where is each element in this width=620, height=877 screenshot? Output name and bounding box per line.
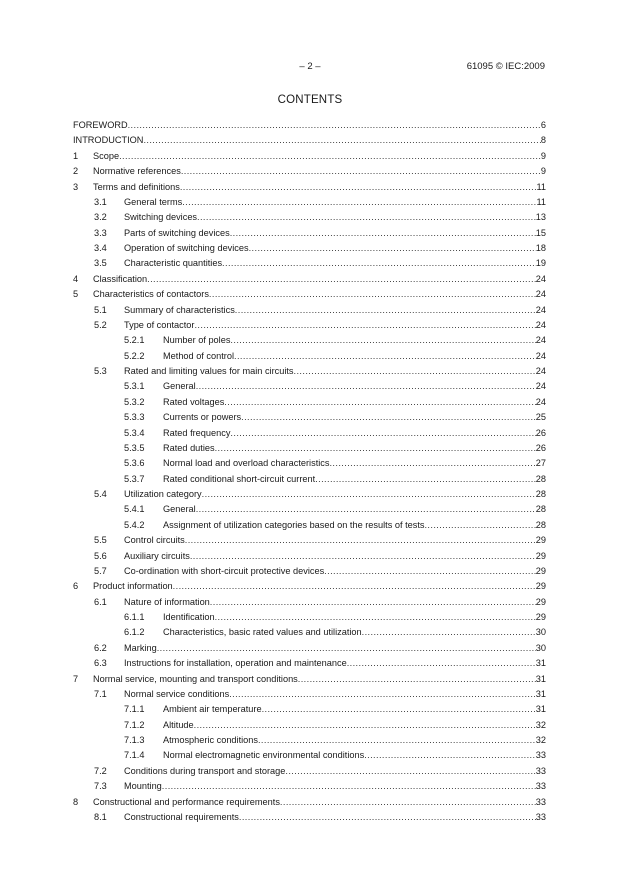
toc-entry-page: 11 xyxy=(536,196,546,207)
toc-dot-leader xyxy=(162,779,536,794)
toc-entry-number: 5.3.1 xyxy=(124,381,145,392)
toc-entry[interactable] xyxy=(73,795,546,810)
toc-entry-number: 3.4 xyxy=(94,243,107,253)
toc-entry-number: 3 xyxy=(73,181,79,192)
toc-entry-number: 5.3.6 xyxy=(124,458,145,469)
toc-entry-title: Summary of characteristics xyxy=(124,304,235,315)
toc-entry[interactable] xyxy=(73,133,546,148)
toc-entry-body xyxy=(124,226,546,241)
toc-entry-page: 15 xyxy=(535,227,546,238)
toc-entry[interactable] xyxy=(73,487,546,502)
toc-entry-body xyxy=(93,287,546,302)
toc-dot-leader xyxy=(209,287,536,302)
toc-entry-title: Identification xyxy=(163,612,215,622)
toc-entry[interactable] xyxy=(73,395,546,410)
toc-entry-body xyxy=(163,610,546,625)
toc-dot-leader xyxy=(128,118,541,133)
toc-entry-page: 11 xyxy=(536,181,546,192)
toc-entry-number: 5.3.7 xyxy=(124,473,145,484)
toc-entry-number: 3.3 xyxy=(94,227,107,238)
toc-entry-title: Utilization category xyxy=(124,489,202,499)
toc-entry-number: 8.1 xyxy=(94,811,107,822)
toc-entry-title: Control circuits xyxy=(124,535,185,546)
toc-entry-body xyxy=(124,364,546,379)
toc-entry-body xyxy=(93,672,546,687)
toc-entry-number: 6.1.1 xyxy=(124,612,145,622)
toc-entry[interactable] xyxy=(73,779,546,794)
toc-entry[interactable] xyxy=(73,195,546,210)
toc-entry-title: Rated frequency xyxy=(163,427,231,438)
toc-entry-body xyxy=(163,426,546,441)
toc-entry-title: Switching devices xyxy=(124,212,198,223)
toc-entry-page: 13 xyxy=(535,212,546,223)
toc-entry-page: 33 xyxy=(535,750,546,761)
toc-entry-page: 29 xyxy=(535,535,546,546)
toc-entry-body xyxy=(163,456,546,471)
toc-entry[interactable] xyxy=(73,272,546,287)
toc-entry-page: 28 xyxy=(535,504,546,515)
toc-entry-title: Normal service conditions xyxy=(124,688,230,699)
toc-entry-number: 5.3.5 xyxy=(124,442,145,453)
toc-entry-number: 5.3.2 xyxy=(124,396,145,407)
toc-entry[interactable] xyxy=(73,118,546,133)
toc-entry-number: 5.4.2 xyxy=(124,519,145,530)
toc-dot-leader xyxy=(347,656,536,671)
toc-entry-page: 33 xyxy=(535,765,546,776)
toc-entry-page: 19 xyxy=(535,258,546,269)
toc-entry-page: 24 xyxy=(535,319,546,330)
toc-entry-body xyxy=(124,195,546,210)
toc-entry-number: 7.1.2 xyxy=(124,719,145,730)
toc-entry-body xyxy=(124,564,546,579)
toc-entry-number: 5 xyxy=(73,289,79,300)
toc-entry-page: 18 xyxy=(535,243,546,253)
toc-dot-leader xyxy=(230,426,535,441)
toc-entry-title: Currents or powers xyxy=(163,412,242,423)
toc-entry-page: 29 xyxy=(535,565,546,576)
toc-entry-page: 31 xyxy=(535,673,546,684)
toc-entry-title: Number of poles xyxy=(163,335,231,346)
toc-entry-title: Method of control xyxy=(163,350,234,361)
toc-entry-page: 24 xyxy=(535,335,546,346)
toc-entry-page: 24 xyxy=(535,396,546,407)
toc-dot-leader xyxy=(180,180,537,195)
toc-entry-page: 24 xyxy=(535,366,546,376)
toc-entry-title: Normal load and overload characteristics xyxy=(163,458,330,469)
toc-dot-leader xyxy=(185,533,536,548)
toc-entry-body xyxy=(73,118,546,133)
toc-entry-body xyxy=(163,441,546,456)
toc-entry[interactable] xyxy=(73,164,546,179)
toc-entry-page: 6 xyxy=(540,120,546,130)
toc-entry-title: Ambient air temperature xyxy=(163,704,262,715)
page-number: – 2 – xyxy=(299,61,321,72)
toc-entry[interactable] xyxy=(73,472,546,487)
toc-dot-leader xyxy=(157,641,536,656)
toc-dot-leader xyxy=(262,702,536,717)
toc-entry-number: 3.5 xyxy=(94,258,107,269)
toc-dot-leader xyxy=(298,672,536,687)
toc-entry[interactable] xyxy=(73,226,546,241)
toc-entry[interactable] xyxy=(73,287,546,302)
toc-entry-title: Normative references xyxy=(93,166,181,177)
toc-entry-page: 25 xyxy=(535,412,546,423)
toc-dot-leader xyxy=(194,718,536,733)
toc-entry-number: 7.1 xyxy=(94,688,107,699)
toc-entry-page: 31 xyxy=(535,704,546,715)
toc-entry-body xyxy=(163,518,546,533)
toc-entry[interactable] xyxy=(73,149,546,164)
toc-entry-title: Rated duties xyxy=(163,442,215,453)
toc-entry-title: FOREWORD xyxy=(73,120,128,130)
toc-entry-number: 5.3.3 xyxy=(124,412,145,423)
toc-entry-body xyxy=(163,379,546,394)
toc-entry[interactable] xyxy=(73,379,546,394)
toc-entry-body xyxy=(124,318,546,333)
toc-entry[interactable] xyxy=(73,641,546,656)
toc-dot-leader xyxy=(173,579,536,594)
toc-entry-title: Characteristic quantities xyxy=(124,258,223,269)
toc-dot-leader xyxy=(210,595,536,610)
toc-dot-leader xyxy=(229,687,536,702)
toc-entry-number: 4 xyxy=(73,273,79,284)
toc-entry[interactable] xyxy=(73,579,546,594)
toc-entry[interactable] xyxy=(73,733,546,748)
toc-entry-number: 7.1.1 xyxy=(124,704,145,715)
toc-entry-body xyxy=(124,687,546,702)
toc-dot-leader xyxy=(258,733,536,748)
toc-entry-title: Constructional and performance requirements xyxy=(93,796,280,807)
toc-entry-body xyxy=(124,210,546,225)
toc-entry-title: Parts of switching devices xyxy=(124,227,230,238)
toc-entry-title: Constructional requirements xyxy=(124,811,239,822)
toc-dot-leader xyxy=(215,610,536,625)
toc-entry[interactable] xyxy=(73,518,546,533)
toc-dot-leader xyxy=(202,487,536,502)
toc-entry-number: 5.2.1 xyxy=(124,335,145,346)
toc-entry-number: 6.2 xyxy=(94,642,107,653)
toc-entry-body xyxy=(163,349,546,364)
toc-entry-title: Assignment of utilization categories based on the results of tests xyxy=(163,519,425,530)
toc-entry-number: 5.2.2 xyxy=(124,350,145,361)
toc-entry-number: 7.3 xyxy=(94,781,107,792)
toc-entry[interactable] xyxy=(73,687,546,702)
toc-entry-title: Terms and definitions xyxy=(93,181,180,192)
toc-entry[interactable] xyxy=(73,210,546,225)
toc-entry-page: 9 xyxy=(540,150,546,161)
toc-entry[interactable] xyxy=(73,549,546,564)
toc-dot-leader xyxy=(230,226,536,241)
toc-dot-leader xyxy=(234,349,536,364)
toc-entry-page: 24 xyxy=(535,289,546,300)
toc-entry[interactable] xyxy=(73,764,546,779)
toc-entry-body xyxy=(124,779,546,794)
toc-entry[interactable] xyxy=(73,610,546,625)
toc-entry-page: 33 xyxy=(535,781,546,792)
toc-entry-number: 5.2 xyxy=(94,319,107,330)
toc-entry[interactable] xyxy=(73,241,546,256)
toc-entry[interactable] xyxy=(73,456,546,471)
toc-entry-body xyxy=(93,795,546,810)
toc-entry-page: 30 xyxy=(535,627,546,638)
toc-dot-leader xyxy=(222,256,536,271)
toc-entry-number: 5.7 xyxy=(94,565,107,576)
toc-entry-number: 6.1.2 xyxy=(124,627,145,638)
toc-dot-leader xyxy=(362,625,536,640)
toc-entry-page: 24 xyxy=(535,381,546,392)
table-of-contents xyxy=(73,118,546,825)
toc-entry-page: 33 xyxy=(535,796,546,807)
toc-entry-body xyxy=(93,164,546,179)
toc-entry[interactable] xyxy=(73,303,546,318)
toc-entry-title: Nature of information xyxy=(124,596,210,607)
toc-dot-leader xyxy=(196,502,536,517)
toc-entry-body xyxy=(163,625,546,640)
toc-entry-number: 8 xyxy=(73,796,79,807)
toc-dot-leader xyxy=(239,810,536,825)
toc-entry-body xyxy=(163,472,546,487)
toc-entry-number: 5.4 xyxy=(94,489,107,499)
toc-dot-leader xyxy=(224,395,535,410)
toc-entry-body xyxy=(163,333,546,348)
toc-entry[interactable] xyxy=(73,180,546,195)
toc-entry-body xyxy=(124,303,546,318)
toc-entry-number: 6 xyxy=(73,581,79,592)
toc-entry-body xyxy=(124,256,546,271)
toc-entry[interactable] xyxy=(73,410,546,425)
toc-entry-title: Rated voltages xyxy=(163,396,225,407)
toc-entry-page: 29 xyxy=(535,596,546,607)
toc-entry-body xyxy=(124,487,546,502)
toc-entry-body xyxy=(163,702,546,717)
toc-entry-title: General xyxy=(163,504,196,515)
toc-entry-page: 32 xyxy=(535,735,546,745)
toc-entry-number: 1 xyxy=(73,150,79,161)
toc-entry-body xyxy=(124,549,546,564)
toc-entry-title: Marking xyxy=(124,642,157,653)
toc-entry-body xyxy=(93,272,546,287)
toc-entry-number: 6.1 xyxy=(94,596,107,607)
toc-entry-title: Auxiliary circuits xyxy=(124,550,190,561)
toc-entry-page: 28 xyxy=(535,489,546,499)
toc-entry-title: Altitude xyxy=(163,719,194,730)
toc-entry-number: 5.6 xyxy=(94,550,107,561)
toc-dot-leader xyxy=(230,333,535,348)
toc-dot-leader xyxy=(249,241,536,256)
toc-entry-body xyxy=(124,641,546,656)
toc-entry[interactable] xyxy=(73,318,546,333)
toc-entry-title: Classification xyxy=(93,273,148,284)
toc-entry[interactable] xyxy=(73,656,546,671)
toc-entry[interactable] xyxy=(73,702,546,717)
toc-entry[interactable] xyxy=(73,364,546,379)
toc-entry-title: Normal electromagnetic environmental conditions xyxy=(163,750,365,761)
toc-entry-title: Mounting xyxy=(124,781,162,792)
toc-dot-leader xyxy=(147,272,536,287)
toc-entry-title: Scope xyxy=(93,150,120,161)
toc-entry-page: 32 xyxy=(535,719,546,730)
toc-entry-body xyxy=(93,579,546,594)
toc-entry-page: 27 xyxy=(535,458,546,469)
toc-entry-page: 29 xyxy=(535,550,546,561)
toc-entry-body xyxy=(124,810,546,825)
toc-dot-leader xyxy=(329,456,535,471)
page-header xyxy=(0,61,620,75)
toc-dot-leader xyxy=(280,795,536,810)
toc-entry-number: 5.4.1 xyxy=(124,504,145,515)
toc-entry-number: 5.3 xyxy=(94,366,107,376)
toc-entry[interactable] xyxy=(73,625,546,640)
toc-entry-body xyxy=(124,656,546,671)
toc-entry[interactable] xyxy=(73,333,546,348)
toc-entry-page: 9 xyxy=(540,166,546,177)
toc-entry-title: Type of contactor xyxy=(124,319,195,330)
toc-entry[interactable] xyxy=(73,810,546,825)
toc-dot-leader xyxy=(315,472,536,487)
toc-dot-leader xyxy=(241,410,536,425)
toc-entry-number: 3.2 xyxy=(94,212,107,223)
toc-entry-title: Characteristics of contactors xyxy=(93,289,209,300)
toc-dot-leader xyxy=(194,318,535,333)
toc-entry[interactable] xyxy=(73,718,546,733)
toc-entry[interactable] xyxy=(73,748,546,763)
toc-entry-body xyxy=(93,149,546,164)
toc-entry-body xyxy=(124,764,546,779)
toc-entry-body xyxy=(163,395,546,410)
toc-entry-title: Product information xyxy=(93,581,173,592)
toc-entry-title: General xyxy=(163,381,196,392)
toc-entry-page: 24 xyxy=(535,273,546,284)
toc-entry[interactable] xyxy=(73,564,546,579)
toc-entry-number: 7.1.3 xyxy=(124,735,145,745)
contents-title: CONTENTS xyxy=(277,94,343,106)
toc-entry-number: 5.5 xyxy=(94,535,107,546)
toc-dot-leader xyxy=(424,518,535,533)
toc-entry-page: 31 xyxy=(535,688,546,699)
toc-entry-number: 7.1.4 xyxy=(124,750,145,761)
toc-entry-title: Operation of switching devices xyxy=(124,243,249,253)
toc-entry-body xyxy=(124,595,546,610)
toc-entry-title: Conditions during transport and storage xyxy=(124,765,286,776)
toc-entry-title: Characteristics, basic rated values and utilization xyxy=(163,627,362,638)
toc-dot-leader xyxy=(294,364,536,379)
toc-entry[interactable] xyxy=(73,672,546,687)
toc-entry-title: Co-ordination with short-circuit protective devices xyxy=(124,565,325,576)
toc-dot-leader xyxy=(181,164,541,179)
toc-entry-number: 3.1 xyxy=(94,196,107,207)
toc-entry-page: 28 xyxy=(535,473,546,484)
toc-entry-title: Normal service, mounting and transport conditions xyxy=(93,673,298,684)
toc-entry-body xyxy=(163,748,546,763)
toc-entry-title: Rated conditional short-circuit current xyxy=(163,473,316,484)
toc-dot-leader xyxy=(364,748,536,763)
toc-entry[interactable] xyxy=(73,349,546,364)
toc-dot-leader xyxy=(235,303,536,318)
toc-entry-title: Rated and limiting values for main circuits xyxy=(124,366,294,376)
toc-entry-page: 33 xyxy=(535,811,546,822)
toc-entry-page: 31 xyxy=(535,658,546,669)
toc-entry-number: 6.3 xyxy=(94,658,107,669)
toc-dot-leader xyxy=(197,210,536,225)
toc-entry-number: 7 xyxy=(73,673,79,684)
toc-entry-title: Instructions for installation, operation and maintenance xyxy=(124,658,347,669)
toc-entry-body xyxy=(163,718,546,733)
toc-entry-page: 26 xyxy=(535,427,546,438)
toc-entry[interactable] xyxy=(73,426,546,441)
toc-entry[interactable] xyxy=(73,595,546,610)
toc-entry-number: 5.3.4 xyxy=(124,427,145,438)
toc-entry-page: 28 xyxy=(535,519,546,530)
toc-entry[interactable] xyxy=(73,533,546,548)
toc-dot-leader xyxy=(182,195,536,210)
toc-dot-leader xyxy=(119,149,541,164)
document-reference: 61095 © IEC:2009 xyxy=(466,61,545,72)
toc-entry-body xyxy=(73,133,546,148)
toc-dot-leader xyxy=(196,379,536,394)
toc-dot-leader xyxy=(215,441,536,456)
toc-entry-page: 26 xyxy=(535,442,546,453)
toc-entry-body xyxy=(163,733,546,748)
toc-dot-leader xyxy=(190,549,536,564)
toc-entry-page: 29 xyxy=(535,612,546,622)
toc-entry-page: 24 xyxy=(535,350,546,361)
toc-entry-number: 7.2 xyxy=(94,765,107,776)
toc-entry-page: 30 xyxy=(535,642,546,653)
toc-entry-page: 29 xyxy=(535,581,546,592)
toc-dot-leader xyxy=(285,764,535,779)
toc-entry-body xyxy=(163,502,546,517)
toc-entry-title: INTRODUCTION xyxy=(73,135,144,146)
toc-entry-number: 5.1 xyxy=(94,304,107,315)
toc-entry-body xyxy=(124,241,546,256)
toc-entry-page: 8 xyxy=(540,135,546,146)
toc-entry-body xyxy=(163,410,546,425)
toc-entry[interactable] xyxy=(73,502,546,517)
toc-entry-number: 2 xyxy=(73,166,79,177)
toc-dot-leader xyxy=(143,133,540,148)
toc-entry-title: General terms xyxy=(124,196,183,207)
toc-entry[interactable] xyxy=(73,256,546,271)
toc-entry-body xyxy=(93,180,546,195)
toc-dot-leader xyxy=(324,564,536,579)
toc-entry[interactable] xyxy=(73,441,546,456)
toc-entry-body xyxy=(124,533,546,548)
toc-entry-page: 24 xyxy=(535,304,546,315)
toc-entry-title: Atmospheric conditions xyxy=(163,735,258,745)
